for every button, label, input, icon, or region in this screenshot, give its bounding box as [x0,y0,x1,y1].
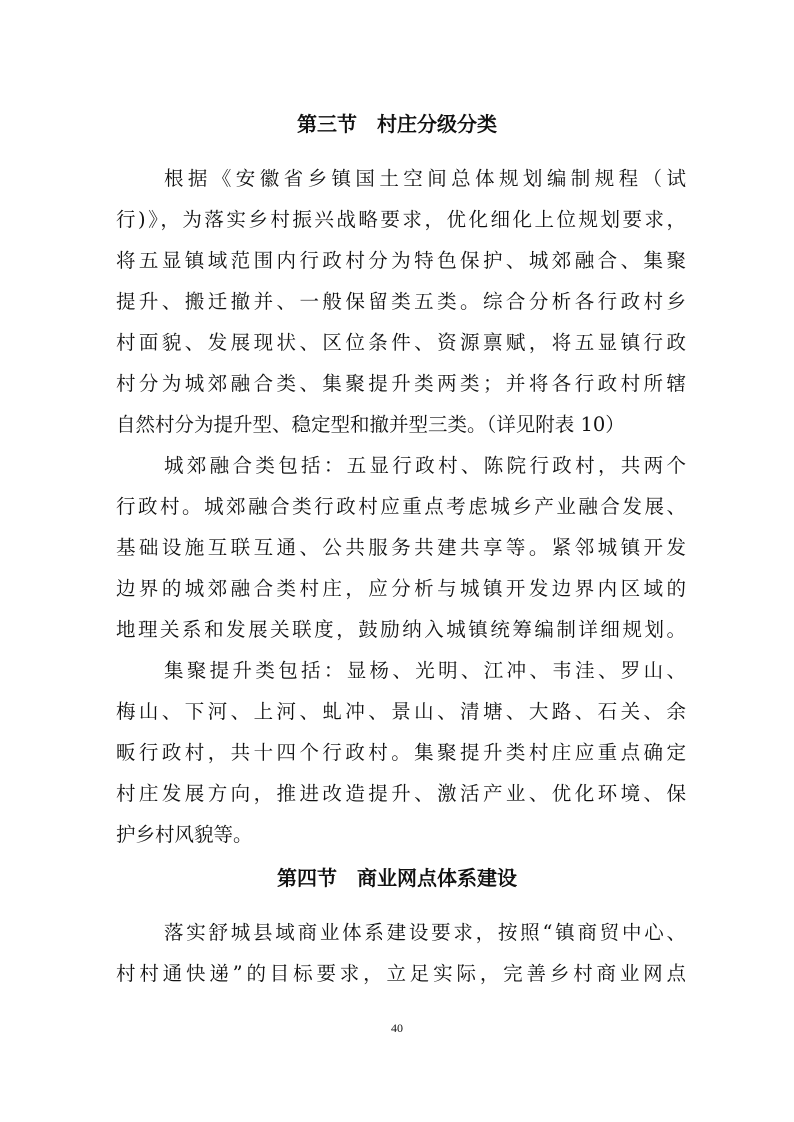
text-line: 护乡村风貌等。 [116,823,253,846]
text-line: 村面貌、发展现状、区位条件、资源禀赋，将五显镇行政 [116,331,686,354]
text-line: 落实舒城县域商业体系建设要求，按照“镇商贸中心、 [164,921,686,944]
page-number: 40 [391,1021,403,1035]
text-line: 集聚提升类包括：显杨、光明、江冲、韦洼、罗山、 [164,659,686,682]
text-line: 将五显镇域范围内行政村分为特色保护、城郊融合、集聚 [116,249,686,272]
text-line: 村村通快递”的目标要求，立足实际，完善乡村商业网点 [116,962,686,985]
text-line: 城郊融合类包括：五显行政村、陈院行政村，共两个 [164,454,686,477]
text-line: 行)》，为落实乡村振兴战略要求，优化细化上位规划要求， [116,208,686,231]
section-heading: 第三节 村庄分级分类 [297,112,497,136]
text-line: 自然村分为提升型、稳定型和撤并型三类。（详见附表 10） [116,413,625,436]
text-line: 畈行政村，共十四个行政村。集聚提升类村庄应重点确定 [116,741,686,764]
section-heading: 第四节 商业网点体系建设 [277,866,517,890]
text-line: 村庄发展方向，推进改造提升、激活产业、优化环境、保 [116,782,686,805]
text-line: 边界的城郊融合类村庄，应分析与城镇开发边界内区域的 [116,577,686,600]
text-line: 基础设施互联互通、公共服务共建共享等。紧邻城镇开发 [116,536,686,559]
text-line: 村分为城郊融合类、集聚提升类两类；并将各行政村所辖 [116,372,686,395]
text-line: 提升、搬迁撤并、一般保留类五类。综合分析各行政村乡 [116,290,686,313]
text-line: 根据《安徽省乡镇国土空间总体规划编制规程（试 [164,167,686,190]
text-line: 地理关系和发展关联度，鼓励纳入城镇统筹编制详细规划。 [116,618,686,641]
text-line: 行政村。城郊融合类行政村应重点考虑城乡产业融合发展、 [116,495,686,518]
text-line: 梅山、下河、上河、虬冲、景山、清塘、大路、石关、余 [116,700,686,723]
